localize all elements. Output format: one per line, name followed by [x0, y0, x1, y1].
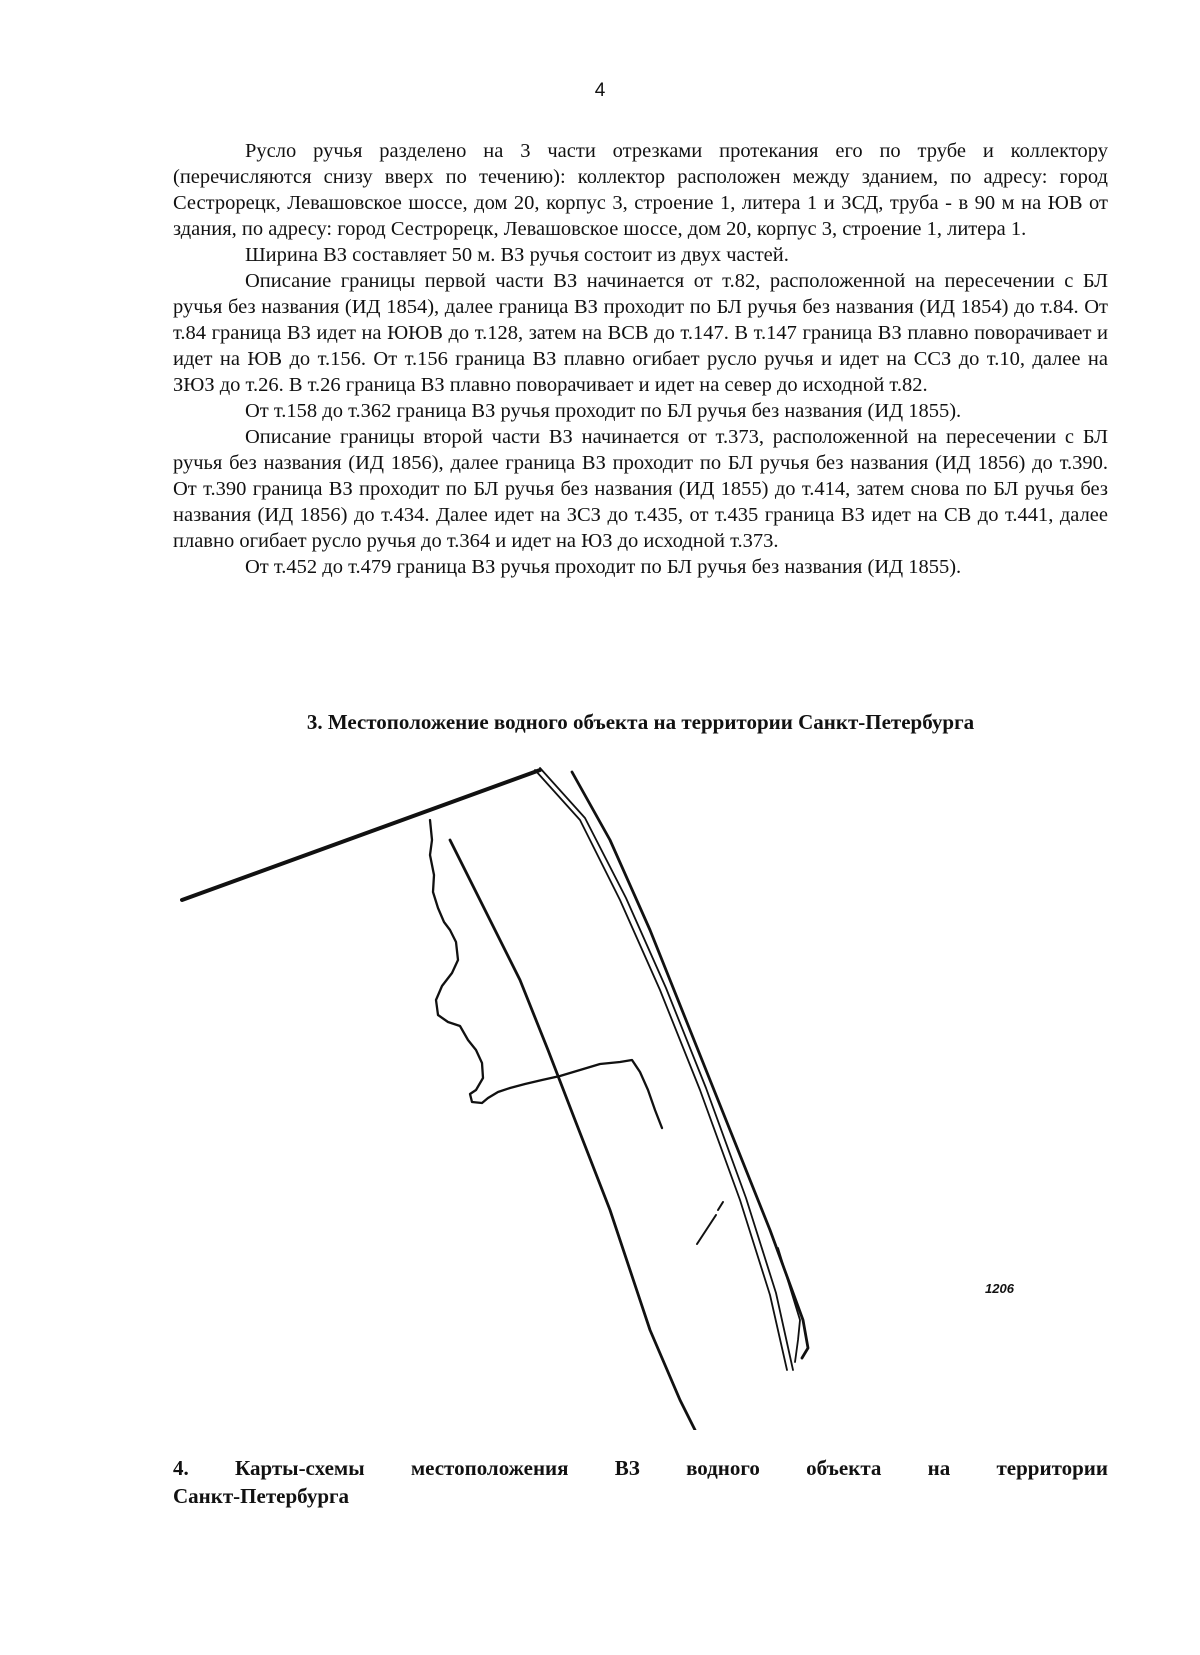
section-3-title: 3. Местоположение водного объекта на территории Санкт-Петербурга — [306, 710, 975, 734]
map-road-line — [182, 770, 540, 900]
section-4-title-line2: Санкт-Петербурга — [173, 1484, 350, 1508]
body-text — [173, 138, 1108, 580]
page-number: 4 — [594, 80, 606, 101]
location-map — [180, 760, 1030, 1430]
paragraph: Ширина ВЗ составляет 50 м. ВЗ ручья состоит из двух частей. — [245, 244, 789, 266]
map-railway-line — [540, 768, 793, 1370]
map-label: 1206 — [985, 1281, 1014, 1296]
paragraph: Русло ручья разделено на 3 части отрезками протекания его по трубе и коллектору (перечисляются снизу вверх по течению): коллектор расположен между зданием, по адресу: город Сестрорецк, Левашовское шоссе, дом 20, корпус 3, строение 1, литера 1 и ЗСД, труба - в 90 м на ЮВ от здания, по адресу: город Сестрорецк, Левашовское шоссе, дом 20, корпус 3, строение 1, литера 1. — [173, 140, 1108, 240]
paragraph: От т.452 до т.479 граница ВЗ ручья проходит по БЛ ручья без названия (ИД 1855). — [245, 556, 962, 578]
section-4-title-line1: 4. Карты-схемы местоположения ВЗ водного объекта на территории — [173, 1456, 1108, 1480]
map-short-line — [697, 1215, 716, 1244]
paragraph: Описание границы второй части ВЗ начинается от т.373, расположенной на пересечении с БЛ ручья без названия (ИД 1856), далее граница ВЗ проходит по БЛ ручья без названия (ИД 1856) до т.390. От т.390 граница ВЗ проходит по БЛ ручья без названия (ИД 1855) до т.414, затем снова по БЛ ручья без названия (ИД 1856) до т.434. Далее идет на ЗСЗ до т.435, от т.435 граница ВЗ идет на СВ до т.441, далее плавно огибает русло ручья до т.364 и идет на ЮЗ до исходной т.373. — [173, 426, 1108, 552]
map-short-line — [718, 1202, 723, 1210]
paragraph: От т.158 до т.362 граница ВЗ ручья проходит по БЛ ручья без названия (ИД 1855). — [245, 400, 962, 422]
paragraph: Описание границы первой части ВЗ начинается от т.82, расположенной на пересечении с БЛ ручья без названия (ИД 1854), далее граница ВЗ проходит по БЛ ручья без названия (ИД 1854) до т.84. От т.84 граница ВЗ идет на ЮЮВ до т.128, затем на ВСВ до т.147. В т.147 граница ВЗ плавно поворачивает и идет на ЮВ до т.156. От т.156 граница ВЗ плавно огибает русло ручья и идет на ССЗ до т.10, далее на ЗЮЗ до т.26. В т.26 граница ВЗ плавно поворачивает и идет на север до исходной т.82. — [173, 270, 1108, 396]
map-stream-outline — [430, 820, 662, 1128]
map-road-edge — [450, 840, 700, 1430]
map-railway-line — [535, 770, 787, 1370]
section-4-title — [173, 1454, 1108, 1510]
